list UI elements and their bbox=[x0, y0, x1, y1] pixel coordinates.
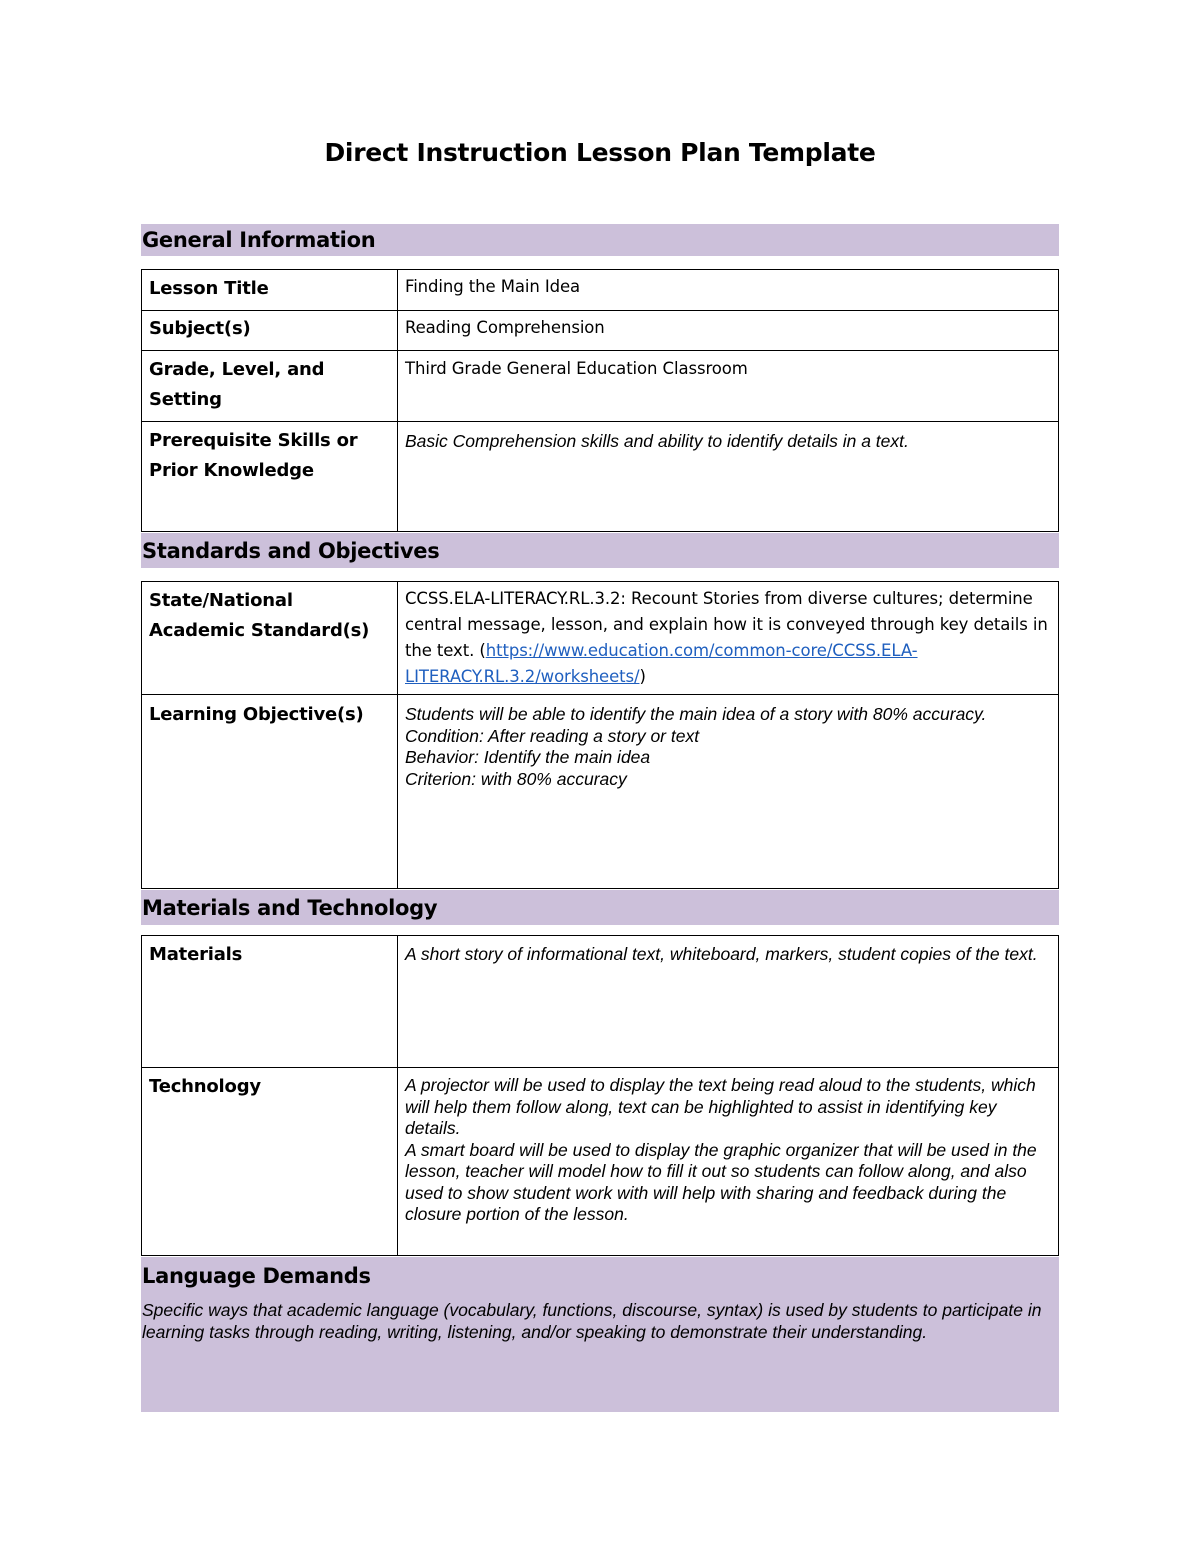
objective-line: Condition: After reading a story or text bbox=[405, 725, 700, 746]
standard-text: CCSS.ELA-LITERACY.RL.3.2: Recount Stories from diverse cultures; determine central message, lesson, and explain how it is conveyed through key details in the text. ( bbox=[405, 589, 1048, 660]
row-label-materials: Materials bbox=[149, 944, 243, 965]
row-label-grade: Grade, Level, and Setting bbox=[149, 359, 325, 410]
subjects-value: Reading Comprehension bbox=[405, 318, 605, 337]
objectives-value bbox=[405, 704, 1050, 790]
row-label-lesson-title: Lesson Title bbox=[149, 278, 269, 299]
section-header-general bbox=[141, 224, 1059, 256]
standard-close: ) bbox=[639, 667, 646, 686]
objective-line: Students will be able to identify the main idea of a story with 80% accuracy. bbox=[405, 704, 987, 724]
objective-line: Behavior: Identify the main idea bbox=[405, 747, 651, 767]
row-label-prerequisites: Prerequisite Skills or Prior Knowledge bbox=[149, 430, 358, 481]
section-heading: Language Demands bbox=[142, 1264, 371, 1288]
general-info-table bbox=[141, 269, 1059, 532]
materials-value: A short story of informational text, whiteboard, markers, student copies of the text. bbox=[405, 944, 1038, 964]
technology-value bbox=[405, 1075, 1050, 1226]
section-heading: General Information bbox=[142, 228, 376, 252]
lesson-title-value: Finding the Main Idea bbox=[405, 277, 581, 296]
language-demands-description: Specific ways that academic language (vocabulary, functions, discourse, syntax) is used by students to participate in learning tasks through reading, writing, listening, and/or speaking to demonstrate their understanding. bbox=[142, 1300, 1042, 1342]
materials-table bbox=[141, 935, 1059, 1256]
row-label-subjects: Subject(s) bbox=[149, 318, 251, 339]
row-label-standards: State/National Academic Standard(s) bbox=[149, 590, 370, 641]
prerequisites-value: Basic Comprehension skills and ability to identify details in a text. bbox=[405, 431, 909, 451]
section-heading: Standards and Objectives bbox=[142, 539, 440, 563]
technology-line: A projector will be used to display the text being read aloud to the students, which will help them follow along, text can be highlighted to assist in identifying key details. bbox=[405, 1075, 1036, 1138]
document-title: Direct Instruction Lesson Plan Template bbox=[324, 138, 876, 167]
grade-value: Third Grade General Education Classroom bbox=[405, 359, 748, 378]
row-label-technology: Technology bbox=[149, 1076, 261, 1097]
section-heading: Materials and Technology bbox=[142, 896, 438, 920]
standards-table bbox=[141, 581, 1059, 889]
standard-link[interactable]: https://www.education.com/common-core/CCSS.ELA-LITERACY.RL.3.2/worksheets/ bbox=[405, 641, 918, 686]
objective-line: Criterion: with 80% accuracy bbox=[405, 768, 627, 789]
row-label-objectives: Learning Objective(s) bbox=[149, 704, 364, 725]
standards-value bbox=[405, 586, 1050, 690]
section-header-standards bbox=[141, 533, 1059, 568]
section-header-materials bbox=[141, 890, 1059, 925]
technology-line: A smart board will be used to display the graphic organizer that will be used in the lesson, teacher will model how to fill it out so students can follow along, and also used to show student work with will help with sharing and feedback during the closure portion of the lesson. bbox=[405, 1139, 1037, 1224]
